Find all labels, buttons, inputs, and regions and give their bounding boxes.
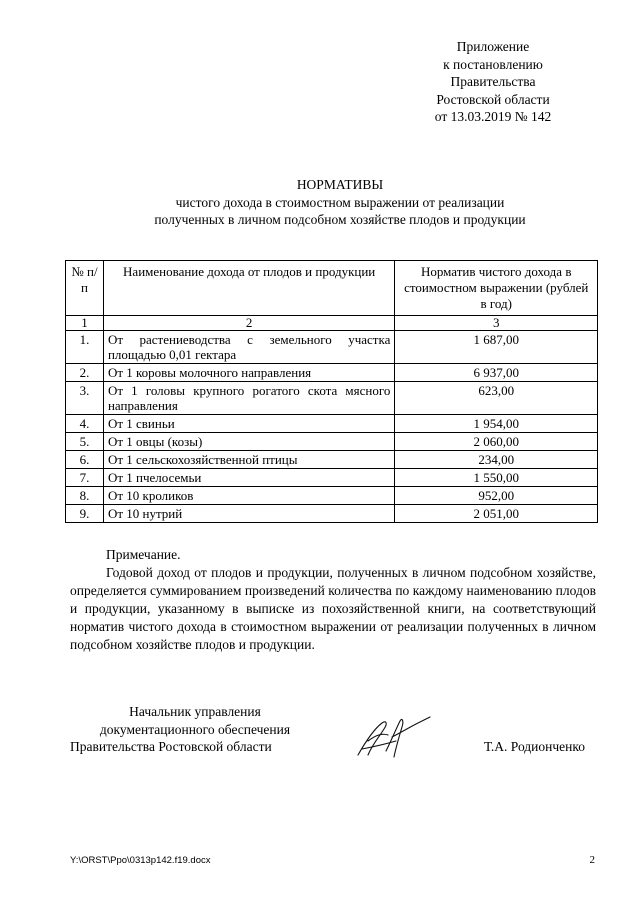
row-name: От 10 кроликов — [103, 487, 394, 505]
file-path: Y:\ORST\Ppo\0313p142.f19.docx — [70, 855, 211, 866]
note-text: Годовой доход от плодов и продукции, полученных в личном подсобном хозяйстве, определяется суммированием произведений количества по каждому наименованию плодов и продукции, указанному в выписке из похозяйственной книги, на соответствующий норматив чистого дохода в стоимостном выражении от реализации полученных в личном подсобном хозяйстве плодов и продукции. — [70, 565, 596, 652]
appendix-header — [418, 38, 568, 126]
norms-table — [65, 260, 598, 523]
document-title — [70, 176, 610, 228]
appendix-line: к постановлению — [443, 56, 543, 72]
row-num: 4. — [66, 415, 104, 433]
title-line: чистого дохода в стоимостном выражении от реализации — [175, 195, 505, 210]
signer-position-line: Правительства Ростовской области — [70, 739, 272, 754]
note-section — [70, 546, 596, 654]
row-name: От 1 сельскохозяйственной птицы — [103, 451, 394, 469]
row-value: 2 060,00 — [395, 433, 598, 451]
page-number: 2 — [589, 854, 595, 866]
title-line: полученных в личном подсобном хозяйстве плодов и продукции — [154, 212, 526, 227]
signer-position-line: документационного обеспечения — [99, 721, 291, 737]
appendix-line: Правительства — [450, 74, 536, 89]
header-value: Норматив чистого дохода в стоимостном выражении (рублей в год) — [395, 261, 598, 316]
row-value: 6 937,00 — [395, 364, 598, 382]
title-main: НОРМАТИВЫ — [296, 177, 384, 192]
row-num: 1. — [66, 331, 104, 364]
note-heading: Примечание. — [106, 547, 181, 562]
row-name: От 1 овцы (козы) — [103, 433, 394, 451]
table-row — [66, 433, 598, 451]
table-row — [66, 505, 598, 523]
signer-name: Т.А. Родионченко — [484, 739, 585, 754]
index-cell: 1 — [66, 316, 104, 331]
signer-position — [70, 703, 320, 756]
table-row — [66, 487, 598, 505]
row-num: 8. — [66, 487, 104, 505]
row-num: 6. — [66, 451, 104, 469]
index-cell: 2 — [103, 316, 394, 331]
row-value: 1 954,00 — [395, 415, 598, 433]
header-num: № п/п — [66, 261, 104, 316]
table-row — [66, 469, 598, 487]
row-num: 2. — [66, 364, 104, 382]
row-name: От 1 свиньи — [103, 415, 394, 433]
row-num: 3. — [66, 382, 104, 415]
table-header-row — [66, 261, 598, 316]
table-row — [66, 364, 598, 382]
row-value: 1 550,00 — [395, 469, 598, 487]
row-num: 7. — [66, 469, 104, 487]
row-num: 5. — [66, 433, 104, 451]
handwritten-signature — [352, 711, 434, 765]
table-row — [66, 415, 598, 433]
table-row — [66, 382, 598, 415]
appendix-line: Приложение — [456, 39, 530, 54]
table-index-row — [66, 316, 598, 331]
header-name: Наименование дохода от плодов и продукции — [103, 261, 394, 316]
signer-position-line: Начальник управления — [129, 704, 261, 719]
table-row — [66, 331, 598, 364]
row-name: От 1 головы крупного рогатого скота мясного направления — [103, 382, 394, 415]
row-name: От растениеводства с земельного участка площадью 0,01 гектара — [103, 331, 394, 364]
row-name: От 1 пчелосемьи — [103, 469, 394, 487]
row-value: 234,00 — [395, 451, 598, 469]
appendix-line: от 13.03.2019 № 142 — [434, 109, 552, 124]
row-value: 952,00 — [395, 487, 598, 505]
row-name: От 1 коровы молочного направления — [103, 364, 394, 382]
row-value: 623,00 — [395, 382, 598, 415]
row-value: 2 051,00 — [395, 505, 598, 523]
row-num: 9. — [66, 505, 104, 523]
index-cell: 3 — [395, 316, 598, 331]
table-row — [66, 451, 598, 469]
row-value: 1 687,00 — [395, 331, 598, 364]
appendix-line: Ростовской области — [436, 91, 550, 107]
row-name: От 10 нутрий — [103, 505, 394, 523]
